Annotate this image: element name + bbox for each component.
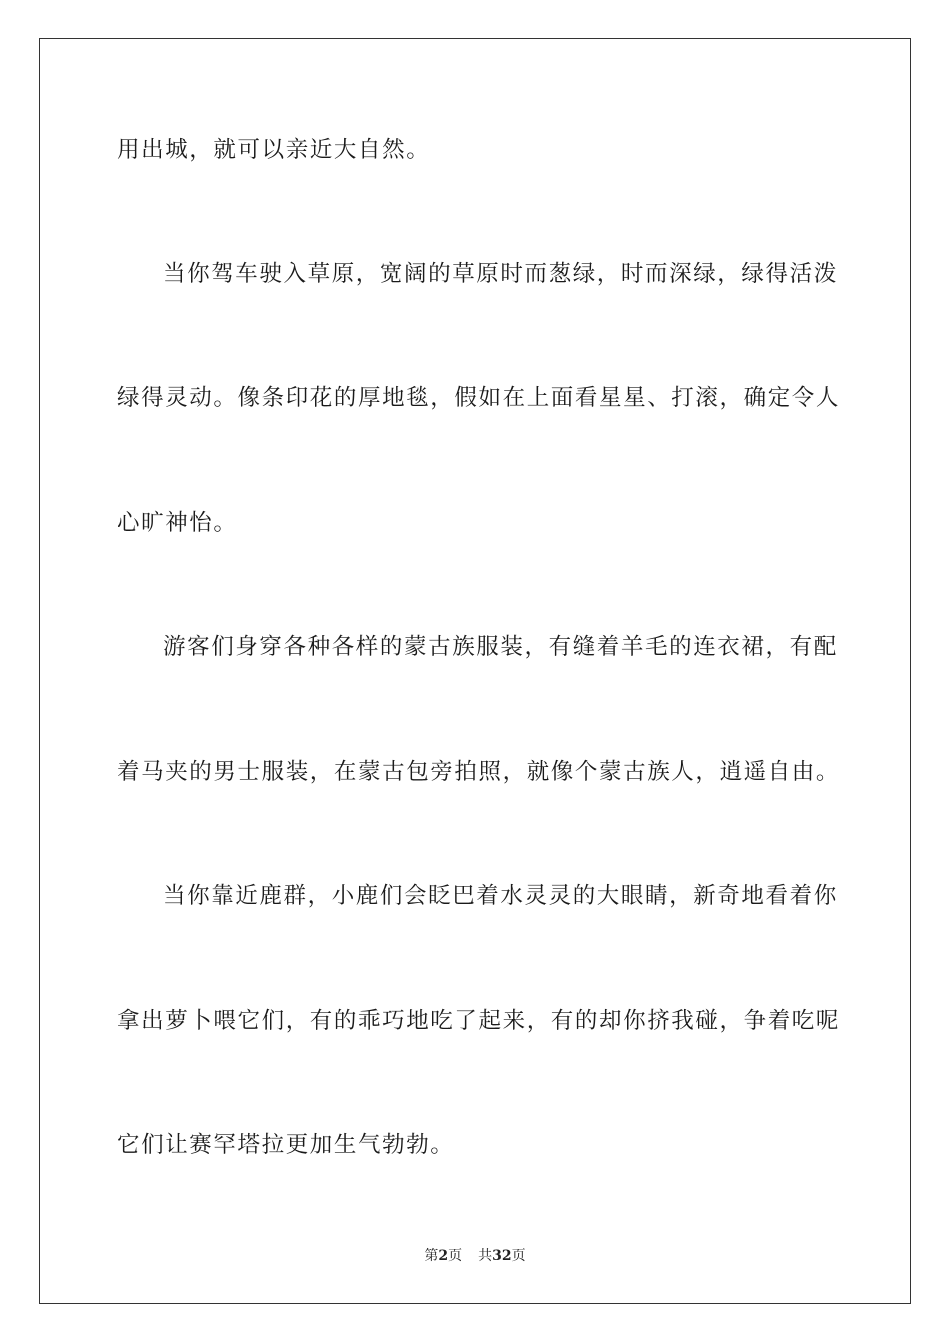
page-prefix: 第: [424, 1248, 439, 1264]
text-line-1: 用出城，就可以亲近大自然。: [117, 137, 431, 163]
text-line-8: 拿出萝卜喂它们，有的乖巧地吃了起来，有的却你挤我碰，争着吃呢: [117, 1008, 841, 1034]
total-prefix: 共: [478, 1248, 493, 1264]
total-pages: 32: [492, 1248, 512, 1264]
page-suffix: 页: [448, 1248, 463, 1264]
page-frame: [39, 38, 911, 1304]
text-line-4: 心旷神怡。: [117, 510, 238, 536]
page-footer: [0, 1247, 950, 1265]
text-line-3: 绿得灵动。像条印花的厚地毯，假如在上面看星星、打滚，确定令人: [117, 385, 841, 411]
text-line-2: 当你驾车驶入草原，宽阔的草原时而葱绿，时而深绿，绿得活泼: [163, 261, 838, 287]
text-line-6: 着马夹的男士服装，在蒙古包旁拍照，就像个蒙古族人，逍遥自由。: [117, 759, 841, 785]
page-number: 2: [438, 1248, 449, 1264]
text-line-7: 当你靠近鹿群，小鹿们会眨巴着水灵灵的大眼睛，新奇地看着你: [163, 883, 838, 909]
text-line-5: 游客们身穿各种各样的蒙古族服装，有缝着羊毛的连衣裙，有配: [163, 634, 838, 660]
text-line-9: 它们让赛罕塔拉更加生气勃勃。: [117, 1132, 455, 1158]
total-suffix: 页: [511, 1248, 526, 1264]
